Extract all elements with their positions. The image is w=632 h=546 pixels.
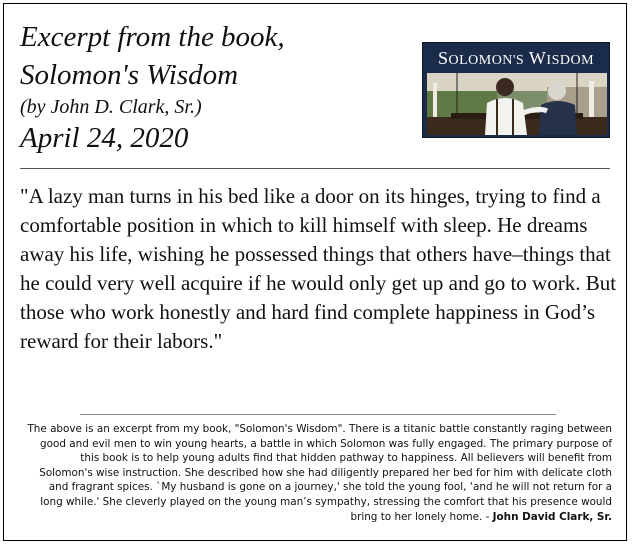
quote-text: "A lazy man turns in his bed like a door on its hinges, trying to find a comfortable position in which to kill himself with sleep. He dreams away his life, wishing he possessed things that others have–things that he could very well acquire if he would only get up and go to work. But those who work honestly and hard find complete happiness in God’s reward for their labors." (20, 184, 617, 353)
footnote-divider (80, 414, 556, 415)
byline: (by John D. Clark, Sr.) (20, 96, 202, 118)
book-cover-title: SOLOMON'S WISDOM (437, 48, 595, 68)
footnote (26, 422, 612, 524)
date: April 24, 2020 (20, 122, 189, 154)
excerpt-card (3, 3, 627, 541)
title-line-1: Excerpt from the book, (20, 21, 285, 53)
book-title-line: Solomon's Wisdom (20, 59, 239, 91)
footnote-text: The above is an excerpt from my book, "Solomon's Wisdom". There is a titanic battle constantly raging between good and evil men to win young hearts, a battle in which Solomon was fully engaged. The primary purpose of this book is to help young adults find that hidden pathway to happiness. All believers will benefit from Solomon's wise instruction. She described how she had diligently prepared her bed for him with delicate cloth and fragrant spices. `My husband is gone on a journey,' she told the young fool, ‘and he will not return for a long while.' She cleverly played on the young man’s sympathy, stressing the comfort that his presence would bring to her lonely home. - (27, 423, 612, 523)
footnote-author: John David Clark, Sr. (492, 510, 612, 523)
book-cover-image (422, 42, 610, 138)
header-divider (20, 168, 610, 169)
porch-swing-photo (427, 73, 607, 135)
header (20, 18, 420, 156)
